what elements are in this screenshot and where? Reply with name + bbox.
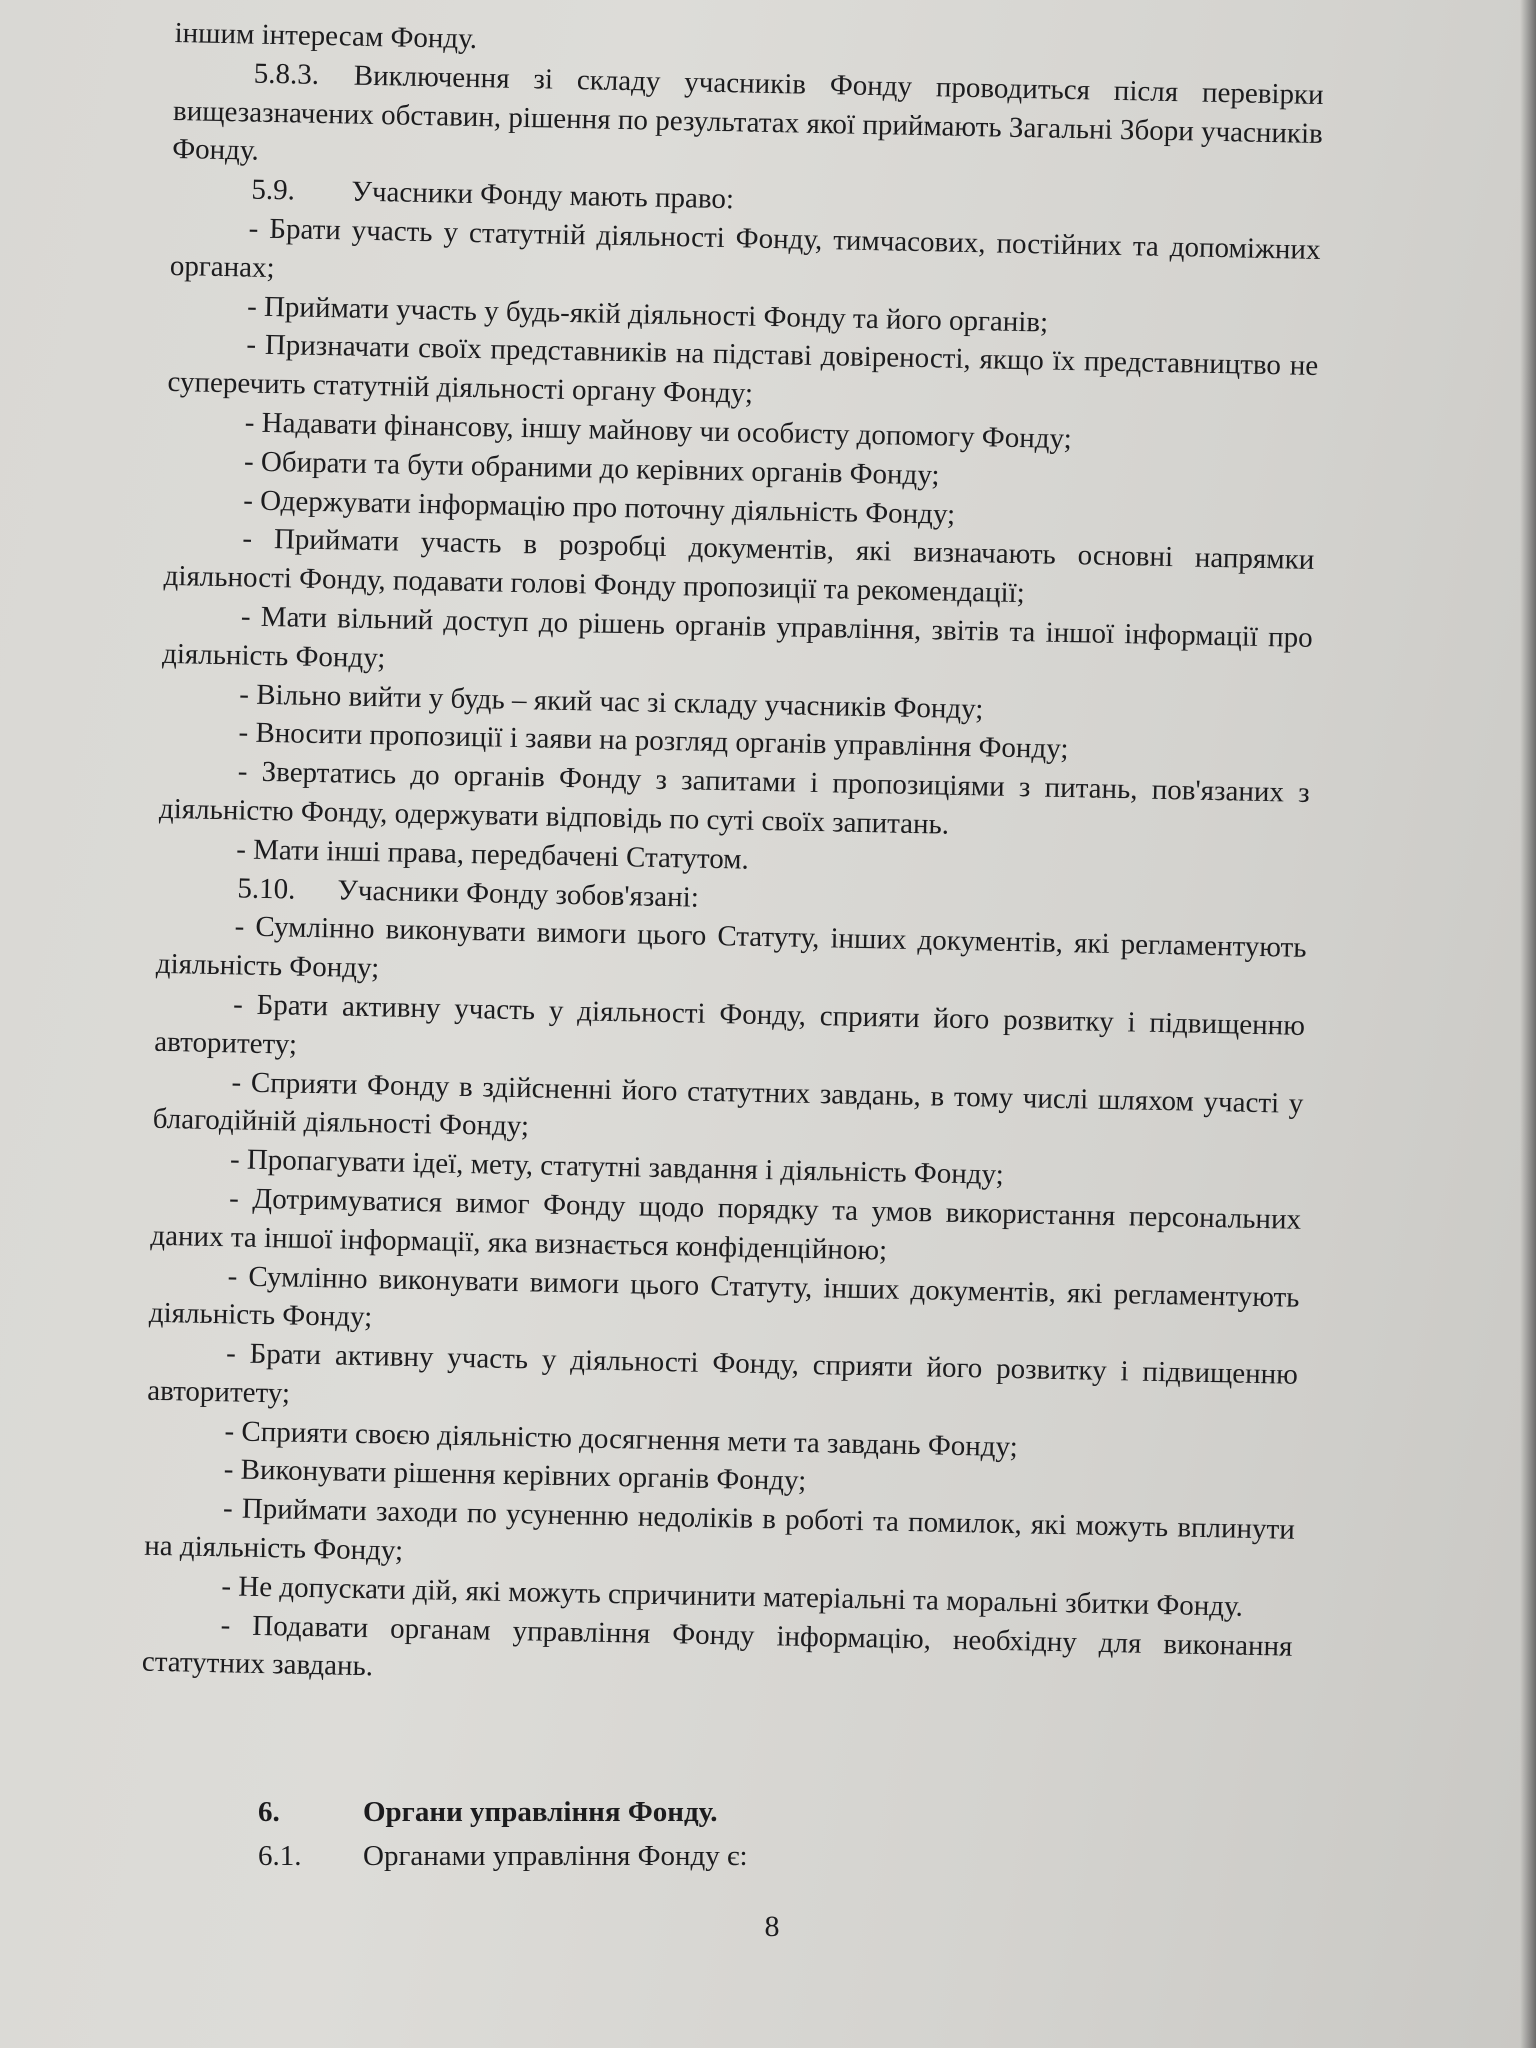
paragraph-text: - Обирати та бути обраними до керівних органів Фонду;: [243, 445, 940, 492]
section-6-1: [258, 1834, 1158, 1878]
paragraph-text: - Приймати заходи по усуненню недоліків в роботі та помилок, які можуть вплинути на діяльність Фонду;: [143, 1492, 1296, 1567]
paragraph-text: - Сумлінно виконувати вимоги цього Статуту, інших документів, які регламентують діяльність Фонду;: [148, 1259, 1300, 1334]
paragraph-text: Виключення зі складу учасників Фонду проводиться після перевірки вищезазначених обставин, рішення по результатах якої приймають Загальні Збори учасників Фонду.: [171, 59, 1324, 168]
page-number: 8: [764, 1910, 780, 1943]
clause-number: 5.10.: [237, 871, 296, 906]
section-6: [258, 1790, 1158, 1878]
paragraph-text: - Пропагувати ідеї, мету, статутні завдання і діяльність Фонду;: [229, 1143, 1005, 1191]
paragraph-text: - Звертатись до органів Фонду з запитами і пропозиціями з питань, пов'язаних з діяльністю Фонду, одержувати відповідь по суті своїх запитань.: [158, 755, 1310, 841]
paragraph-text: - Брати активну участь у діяльності Фонду, сприяти його розвитку і підвищенню авторитету;: [147, 1337, 1299, 1410]
paragraph-text: - Сумлінно виконувати вимоги цього Статуту, інших документів, які регламентують діяльність Фонду;: [155, 910, 1307, 985]
paragraph-text: - Надавати фінансову, іншу майнову чи особисту допомогу Фонду;: [244, 406, 1073, 456]
section-6-heading: [258, 1790, 1158, 1834]
paragraph-text: - Виконувати рішення керівних органів Фонду;: [223, 1453, 807, 1498]
paragraph-text: - Приймати участь в розробці документів, які визначають основні напрямки діяльності Фонду, подавати голові Фонду пропозиції та рекомендації;: [163, 522, 1315, 610]
clause-heading: [172, 53, 1324, 192]
paragraph-text: - Брати участь у статутній діяльності Фонду, тимчасових, постійних та допоміжних органах;: [169, 212, 1321, 284]
section-number: 6.: [258, 1796, 280, 1828]
paragraph-text: - Одержувати інформацію про поточну діяльність Фонду;: [242, 484, 956, 531]
paragraph-text: - Вільно вийти у будь – який час зі складу учасників Фонду;: [239, 677, 984, 725]
paragraph-text: - Призначати своїх представників на підставі довіреності, якщо їх представництво не суперечить статутній діяльності органу Фонду;: [167, 328, 1319, 410]
page-edge-shadow: [1520, 0, 1536, 2048]
clause-number: 5.8.3.: [253, 57, 320, 91]
paragraph-text: - Мати інші права, передбачені Статутом.: [235, 833, 750, 876]
document-body: [142, 14, 1325, 1705]
paragraph-text: Учасники Фонду зобов'язані:: [337, 873, 700, 914]
paragraph-text: - Подавати органам управління Фонду інформацію, необхідну для виконання статутних завдань.: [141, 1608, 1293, 1683]
subsection-number: 6.1.: [258, 1840, 302, 1872]
paragraph-text: - Не допускати дій, які можуть спричинити матеріальні та моральні збитки Фонду.: [221, 1570, 1244, 1623]
paragraph-text: - Сприяти Фонду в здійсненні його статутних завдань, в тому числі шляхом участі у благодійній діяльності Фонду;: [152, 1065, 1304, 1143]
paragraph-text: - Вносити пропозиції і заяви на розгляд органів управління Фонду;: [238, 716, 1069, 766]
paragraph-text: - Мати вільний доступ до рішень органів управління, звітів та іншої інформації про діяльність Фонду;: [161, 600, 1314, 675]
subsection-text: Органами управління Фонду є:: [363, 1840, 748, 1872]
paragraph-text: - Сприяти своєю діяльністю досягнення мети та завдань Фонду;: [224, 1414, 1019, 1463]
clause-number: 5.9.: [251, 173, 296, 207]
paragraph-text: іншим інтересам Фонду.: [174, 16, 478, 56]
paragraph-text: Учасники Фонду мають право:: [351, 175, 735, 216]
paragraph-text: - Брати активну участь у діяльності Фонду, сприяти його розвитку і підвищенню авторитету;: [154, 988, 1306, 1061]
section-title: Органи управління Фонду.: [363, 1796, 718, 1828]
paragraph-text: - Приймати участь у будь-якій діяльності Фонду та його органів;: [246, 290, 1049, 339]
paragraph-text: - Дотримуватися вимог Фонду щодо порядку та умов використання персональних даних та іншої інформації, яка визнається конфіденційною;: [150, 1182, 1302, 1267]
